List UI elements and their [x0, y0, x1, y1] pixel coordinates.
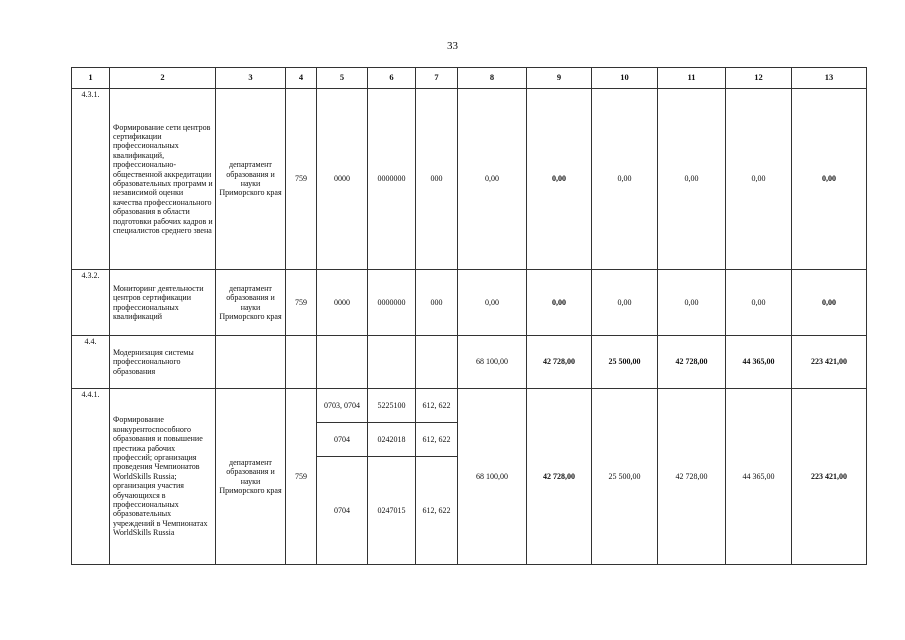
col-header: 7 — [416, 68, 458, 89]
row-code: 4.4. — [72, 336, 110, 389]
col-header: 10 — [592, 68, 658, 89]
col-header: 5 — [317, 68, 368, 89]
row-csr: 0242018 — [368, 423, 416, 457]
row-csr: 0000000 — [368, 89, 416, 270]
row-executor: департамент образования и науки Приморского края — [216, 270, 286, 336]
row-csr: 0247015 — [368, 457, 416, 565]
row-value-10: 0,00 — [592, 89, 658, 270]
row-rzpr: 0000 — [317, 270, 368, 336]
row-value-12: 0,00 — [726, 270, 792, 336]
row-value-9: 42 728,00 — [527, 336, 592, 389]
row-value-13: 223 421,00 — [792, 336, 867, 389]
row-name: Формирование конкурентоспособного образования и повышение престижа рабочих профессий; организация проведения Чемпионатов WorldSkills Russia; организация участия обучающихся в профессиональных образовательных учреждений в Чемпионатах WorldSkills Russia — [110, 389, 216, 565]
row-executor: департамент образования и науки Приморского края — [216, 389, 286, 565]
row-value-12: 44 365,00 — [726, 336, 792, 389]
col-header: 4 — [286, 68, 317, 89]
row-executor: департамент образования и науки Приморского края — [216, 89, 286, 270]
row-grbs: 759 — [286, 270, 317, 336]
row-rzpr — [317, 336, 368, 389]
row-csr: 0000000 — [368, 270, 416, 336]
col-header: 8 — [458, 68, 527, 89]
col-header: 2 — [110, 68, 216, 89]
row-grbs — [286, 336, 317, 389]
row-value-13: 0,00 — [792, 89, 867, 270]
row-value-9: 42 728,00 — [527, 389, 592, 565]
row-vr — [416, 336, 458, 389]
col-header: 13 — [792, 68, 867, 89]
row-code: 4.3.2. — [72, 270, 110, 336]
row-vr: 612, 622 — [416, 457, 458, 565]
row-code: 4.3.1. — [72, 89, 110, 270]
row-value-13: 223 421,00 — [792, 389, 867, 565]
row-value-10: 25 500,00 — [592, 336, 658, 389]
row-rzpr: 0703, 0704 — [317, 389, 368, 423]
row-csr — [368, 336, 416, 389]
col-header: 6 — [368, 68, 416, 89]
row-value-8: 68 100,00 — [458, 336, 527, 389]
row-value-10: 0,00 — [592, 270, 658, 336]
row-grbs: 759 — [286, 89, 317, 270]
table-row — [72, 89, 867, 270]
row-value-9: 0,00 — [527, 270, 592, 336]
row-vr: 612, 622 — [416, 389, 458, 423]
row-rzpr: 0704 — [317, 423, 368, 457]
row-value-12: 0,00 — [726, 89, 792, 270]
row-name: Модернизация системы профессионального образования — [110, 336, 216, 389]
row-rzpr: 0000 — [317, 89, 368, 270]
row-name: Мониторинг деятельности центров сертификации профессиональных квалификаций — [110, 270, 216, 336]
row-value-8: 68 100,00 — [458, 389, 527, 565]
row-value-11: 0,00 — [658, 89, 726, 270]
row-value-12: 44 365,00 — [726, 389, 792, 565]
row-vr: 000 — [416, 270, 458, 336]
row-csr: 5225100 — [368, 389, 416, 423]
col-header: 3 — [216, 68, 286, 89]
table-row — [72, 270, 867, 336]
row-code: 4.4.1. — [72, 389, 110, 565]
row-executor — [216, 336, 286, 389]
row-vr: 612, 622 — [416, 423, 458, 457]
row-name: Формирование сети центров сертификации профессиональных квалификаций, профессионально-общественной аккредитации образовательных программ и независимой оценки качества профессионального образования в области подготовки рабочих кадров и специалистов среднего звена — [110, 89, 216, 270]
page-number: 33 — [447, 40, 458, 52]
row-value-11: 42 728,00 — [658, 389, 726, 565]
header-row — [72, 68, 867, 89]
row-value-8: 0,00 — [458, 270, 527, 336]
row-value-13: 0,00 — [792, 270, 867, 336]
row-vr: 000 — [416, 89, 458, 270]
col-header: 11 — [658, 68, 726, 89]
row-value-9: 0,00 — [527, 89, 592, 270]
row-value-10: 25 500,00 — [592, 389, 658, 565]
table-row — [72, 389, 867, 423]
row-grbs: 759 — [286, 389, 317, 565]
col-header: 12 — [726, 68, 792, 89]
row-rzpr: 0704 — [317, 457, 368, 565]
row-value-11: 0,00 — [658, 270, 726, 336]
row-value-8: 0,00 — [458, 89, 527, 270]
row-value-11: 42 728,00 — [658, 336, 726, 389]
budget-table — [71, 67, 867, 565]
col-header: 9 — [527, 68, 592, 89]
col-header: 1 — [72, 68, 110, 89]
table-row — [72, 336, 867, 389]
